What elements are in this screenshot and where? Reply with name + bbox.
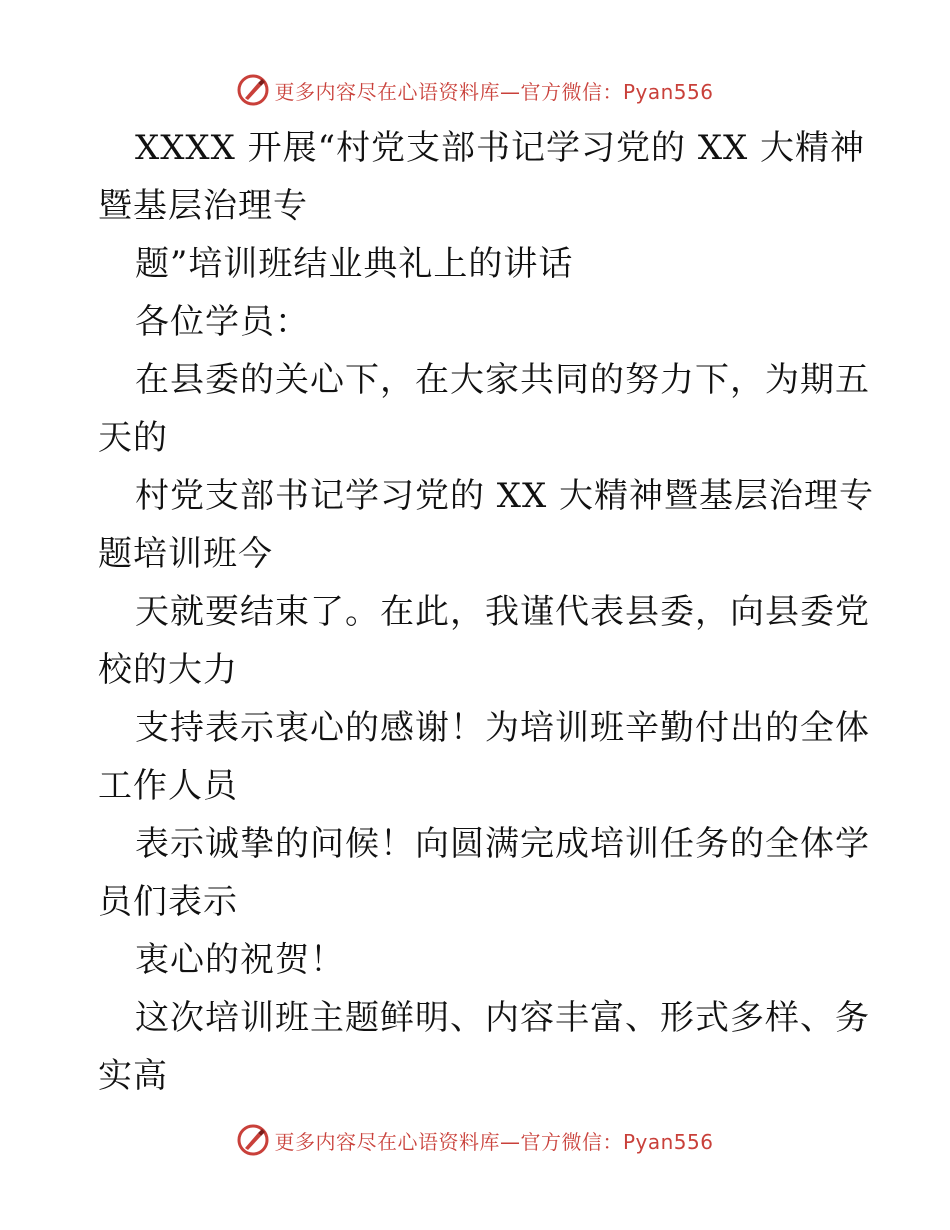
paragraph-line: 天就要结束了。在此，我谨代表县委，向县委党 <box>135 592 870 632</box>
paragraph-line: 村党支部书记学习党的 XX 大精神暨基层治理专 <box>135 476 875 516</box>
paragraph-line: 在县委的关心下，在大家共同的努力下，为期五 <box>135 360 870 400</box>
salutation: 各位学员： <box>135 302 310 342</box>
paragraph-line: 这次培训班主题鲜明、内容丰富、形式多样、务 <box>135 998 870 1038</box>
footer-banner <box>0 1120 950 1160</box>
title-line-1: XXXX 开展“村党支部书记学习党的 XX 大精神 <box>135 128 866 168</box>
paragraph-line: 实高 <box>98 1056 168 1096</box>
pen-logo-icon <box>236 1123 270 1157</box>
paragraph-line: 支持表示衷心的感谢！为培训班辛勤付出的全体 <box>135 708 870 748</box>
paragraph-line: 题培训班今 <box>98 534 273 574</box>
paragraph-line: 衷心的祝贺！ <box>135 940 345 980</box>
title-line-3: 题”培训班结业典礼上的讲话 <box>135 244 574 284</box>
paragraph-line: 表示诚挚的问候！向圆满完成培训任务的全体学 <box>135 824 870 864</box>
paragraph-line: 工作人员 <box>98 766 238 806</box>
paragraph-line: 校的大力 <box>98 650 238 690</box>
paragraph-line: 天的 <box>98 418 168 458</box>
header-banner <box>0 70 950 110</box>
title-line-2: 暨基层治理专 <box>98 186 308 226</box>
banner-text: 更多内容尽在心语资料库—官方微信：Pyan556 <box>274 79 714 104</box>
banner-text: 更多内容尽在心语资料库—官方微信：Pyan556 <box>274 1129 714 1154</box>
paragraph-line: 员们表示 <box>98 882 238 922</box>
pen-logo-icon <box>236 73 270 107</box>
